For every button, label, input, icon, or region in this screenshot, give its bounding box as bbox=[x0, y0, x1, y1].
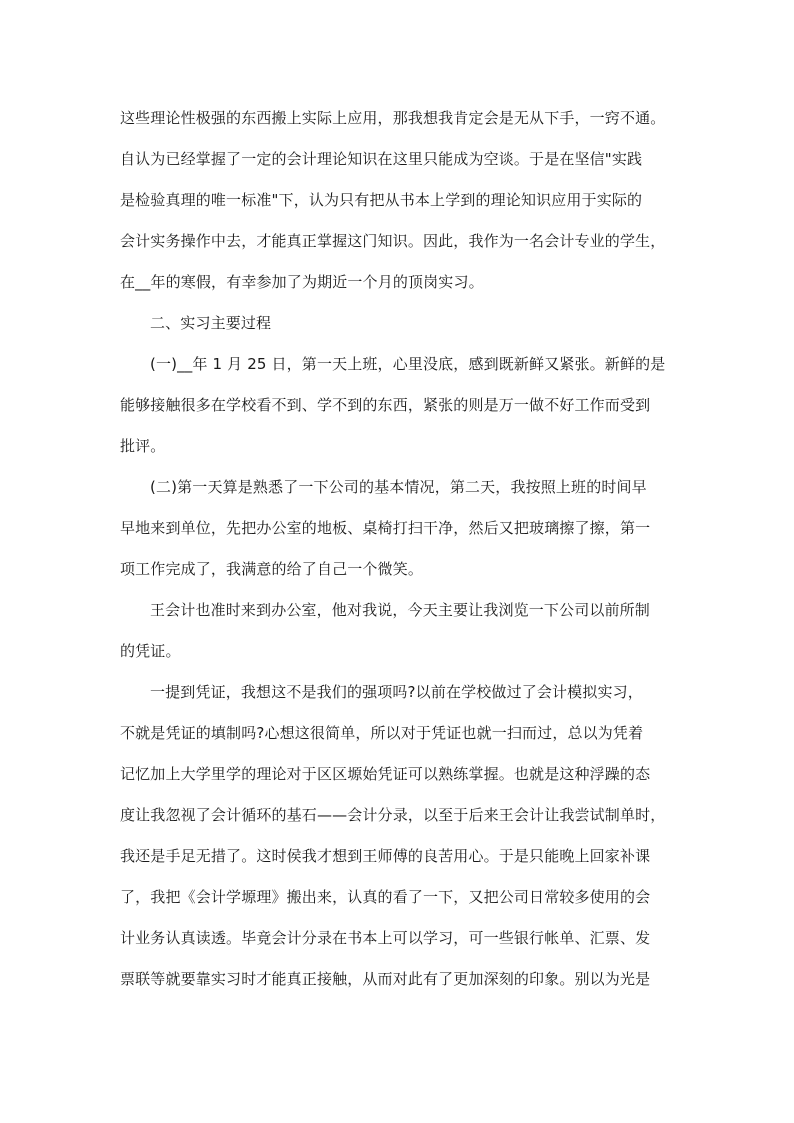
text-line: 能够接触很多在学校看不到、学不到的东西，紧张的则是万一做不好工作而受到 bbox=[120, 396, 651, 414]
section-heading: 二、实习主要过程 bbox=[150, 314, 272, 332]
text-line: 度让我忽视了会计循环的基石——会计分录，以至于后来王会计让我尝试制单时， bbox=[120, 806, 666, 824]
text-line: 这些理论性极强的东西搬上实际上应用，那我想我肯定会是无从下手，一窍不通。 bbox=[120, 109, 666, 127]
text-line: 王会计也准时来到办公室，他对我说，今天主要让我浏览一下公司以前所制 bbox=[150, 601, 650, 619]
body-text bbox=[120, 98, 680, 1000]
text-line: 的凭证。 bbox=[120, 642, 181, 660]
text-line: 票联等就要靠实习时才能真正接触，从而对此有了更加深刻的印象。别以为光是 bbox=[120, 970, 651, 988]
text-line: 早地来到单位，先把办公室的地板、桌椅打扫干净，然后又把玻璃擦了擦，第一 bbox=[120, 519, 651, 537]
text-line: 不就是凭证的填制吗?心想这很简单，所以对于凭证也就一扫而过，总以为凭着 bbox=[120, 724, 644, 742]
text-line: 批评。 bbox=[120, 437, 166, 455]
text-line: 计业务认真读透。毕竟会计分录在书本上可以学习，可一些银行帐单、汇票、发 bbox=[120, 929, 651, 947]
text-line: 项工作完成了，我满意的给了自己一个微笑。 bbox=[120, 560, 424, 578]
text-line: (一)__年 1 月 25 日，第一天上班，心里没底，感到既新鲜又紧张。新鲜的是 bbox=[150, 355, 666, 373]
text-line: (二)第一天算是熟悉了一下公司的基本情况，第二天，我按照上班的时间早 bbox=[150, 478, 647, 496]
text-line: 了，我把《会计学塬理》搬出来，认真的看了一下，又把公司日常较多使用的会 bbox=[120, 888, 651, 906]
text-line: 会计实务操作中去，才能真正掌握这门知识。因此，我作为一名会计专业的学生， bbox=[120, 232, 666, 250]
text-line: 自认为已经掌握了一定的会计理论知识在这里只能成为空谈。于是在坚信"实践 bbox=[120, 150, 643, 168]
text-line: 记忆加上大学里学的理论对于区区塬始凭证可以熟练掌握。也就是这种浮躁的态 bbox=[120, 765, 651, 783]
text-line: 一提到凭证，我想这不是我们的强项吗?以前在学校做过了会计模拟实习， bbox=[150, 683, 643, 701]
text-line: 在__年的寒假，有幸参加了为期近一个月的顶岗实习。 bbox=[120, 273, 484, 291]
text-line: 我还是手足无措了。这时侯我才想到王师傅的良苦用心。于是只能晚上回家补课 bbox=[120, 847, 651, 865]
text-line: 是检验真理的唯一标准"下，认为只有把从书本上学到的理论知识应用于实际的 bbox=[120, 191, 643, 209]
